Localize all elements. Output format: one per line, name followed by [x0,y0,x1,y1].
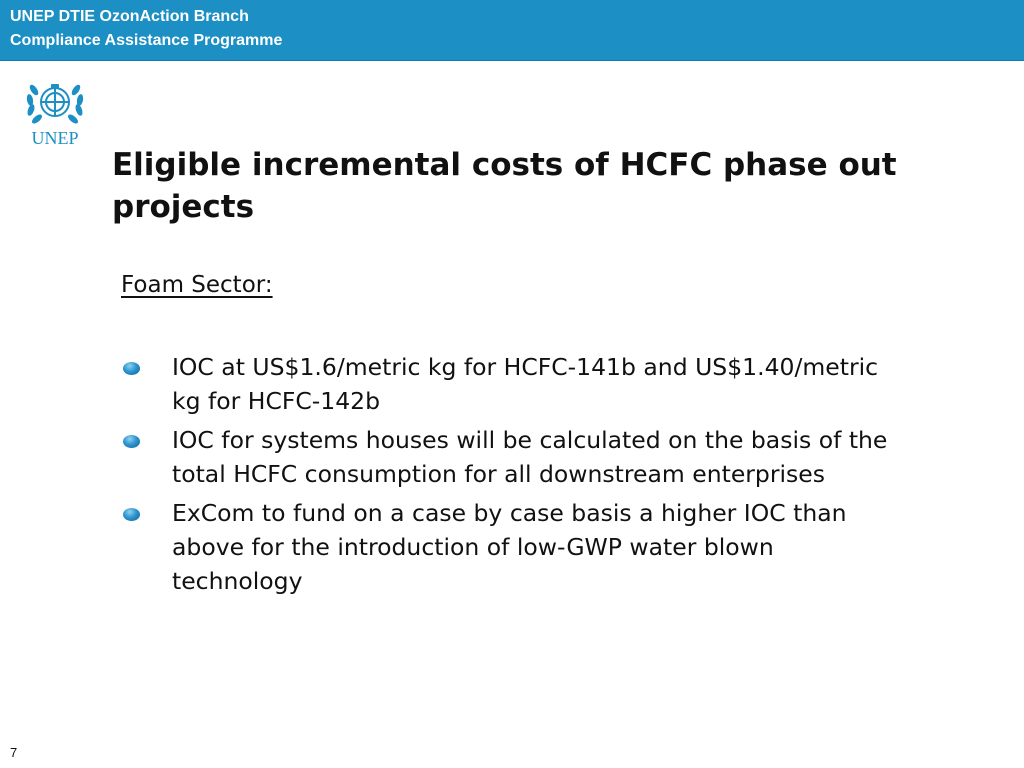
header-org-name: UNEP DTIE OzonAction Branch [10,8,249,25]
bullet-item [122,350,902,418]
bullet-text: ExCom to fund on a case by case basis a higher IOC than above for the introduction of low-GWP water blown technology [172,499,847,595]
unep-logo [22,76,88,152]
bullet-icon [123,508,140,521]
bullet-icon [123,435,140,448]
bullet-text: IOC for systems houses will be calculated on the basis of the total HCFC consumption for all downstream enterprises [172,426,888,488]
page-number: 7 [10,745,18,760]
header-bar [0,0,1024,61]
un-emblem-icon [22,76,88,128]
bullet-list [122,350,902,603]
bullet-item [122,496,902,598]
slide-title: Eligible incremental costs of HCFC phase out projects [112,147,897,225]
logo-text: UNEP [31,128,79,148]
bullet-icon [123,362,140,375]
section-heading: Foam Sector: [121,272,273,298]
bullet-text: IOC at US$1.6/metric kg for HCFC-141b and US$1.40/metric kg for HCFC-142b [172,353,879,415]
bullet-item [122,423,902,491]
header-programme-name: Compliance Assistance Programme [10,32,283,49]
